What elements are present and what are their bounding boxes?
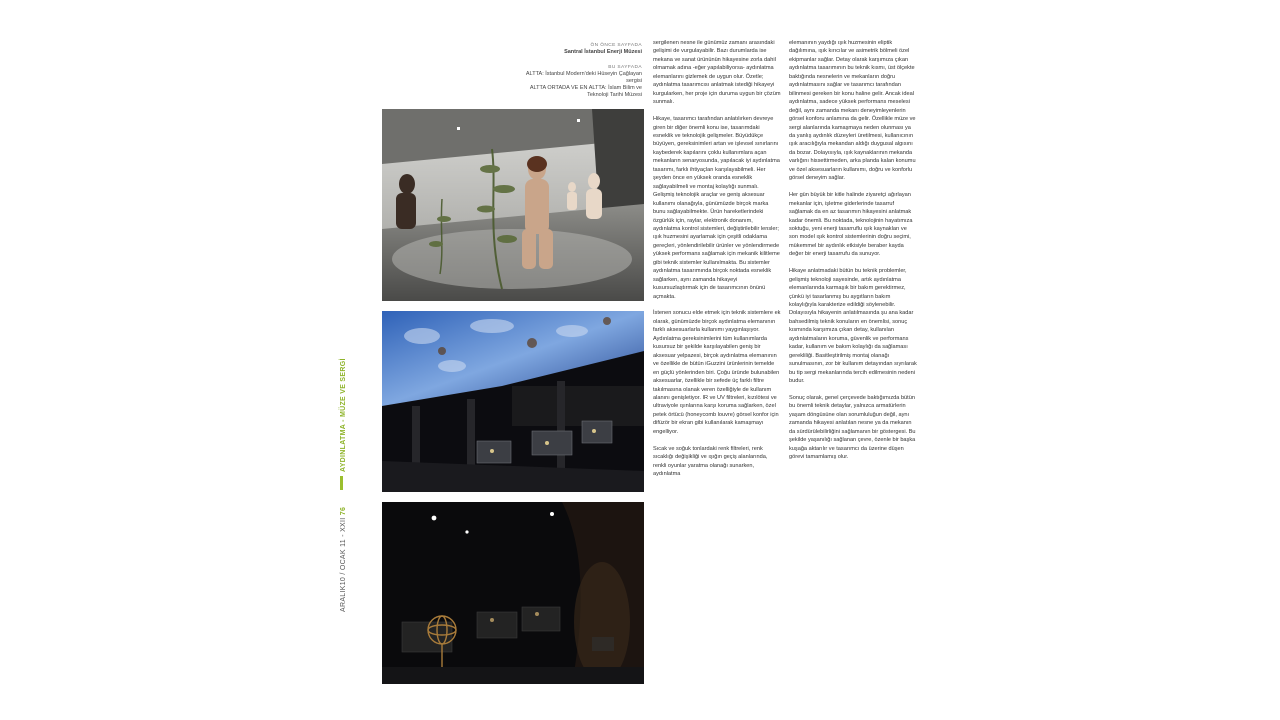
col2-paragraph-2: Her gün büyük bir kitle halinde ziyaretçi ağırlayan mekanlar için, işletme giderlerinde tasarruf sağlamak da en az tasarımın hikayesini anlatmak kadar önemli. Bu noktada, teknolojinin hayatımıza soktuğu, yeni enerji tasarruflu ışık kaynakları ve son model ışık kontrol sistemlerinin doğru seçimi, mükemmel bir aydınlık etkisiyle beraber kayda değer bir enerji tasarrufu da sunuyor.	[789, 192, 913, 258]
photo-captions	[482, 42, 642, 99]
section-label: AYDINLATMA - MÜZE VE SERGİ	[340, 358, 347, 472]
section-accent-bar	[340, 476, 343, 490]
col1-paragraph-1: sergilenen nesne ile günümüz zamanı arasındaki gelişimi de vurgulayabilir. Bazı durumlarda ise mekana ve sanat ürününün hikayesine zorla dahil olmamak adına -eğer yapılabiliyorsa- aydınlatma elemanlarını gizlemek de uygun olur. Özetle; aydınlatma tasarımcısı anlatmak istediği hikayeyi kurgularken, her proje için duruma uygun bir çözüm sunmalı.	[653, 40, 781, 106]
issue-footer	[340, 507, 347, 612]
col2-paragraph-4: Sonuç olarak, genel çerçevede baktığımızda bütün bu önemli teknik detaylar, yalnızca armatürlerin yaşam döngüsüne olan sorumluluğun değil, aynı zamanda hikayesi anlatılan nesne ya da mekanın da sürdürülebilirliğini sağlamanın bir göstergesi. Bu şekilde yaşanılığı sağlanan çevre, özenle bir başka kuşağa aktarılır ve tasarımcı da üzerine düşen görevi tamamlamış olur.	[789, 394, 916, 461]
article-column-2	[789, 39, 917, 470]
caption-line-4: Teknoloji Tarihi Müzesi	[587, 92, 642, 98]
article-column-1	[653, 39, 781, 487]
page-number: 76	[340, 506, 347, 516]
col1-paragraph-3: İstenen sonucu elde etmek için teknik sistemlere ek olarak, günümüzde birçok aydınlatma elemanının farklı aksesuarlarla kullanımı yaygınlaşıyor. Aydınlatma gereksinimlerini tüm kullanımlarda kusursuz bir şekilde karşılayabilen geniş bir aksesuar yelpazesi, birçok aydınlatma elemanının ve özellikle de bütün iGuzzini ürünlerinin temelde en güçlü yönlerinden biri. Çoğu üründe bulunabilen aksesuarlar, özellikle bir sefede üç farklı filtre takılmasına olanak veren özelliğiyle de kullanım alanını genişletiyor. IR ve UV filtreleri, kızılötesi ve ultraviyole ışınlarına karşı koruma sağlarken, özel petek örtücü (honeycomb louvre) görsel konfor için difüzör bir ekran gibi kullanılarak kamaşmayı engelliyor.	[653, 310, 781, 435]
col1-paragraph-2: Hikaye, tasarımcı tarafından anlatılırken devreye giren bir diğer önemli konu ise, tasarımdaki esneklik ve teknolojik gelişmeler. Büyüdükçe büyüyen, gereksinimleri artan ve işlevsel sınırlarını kaybederek kapılarını çoklu kullanımlara açan mekanların senaryosunda, yapılacak iyi aydınlatma tasarımı, farklı ihtiyaçları karşılayabilmeli. Her şeyden önce en yüksek oranda esneklik sağlayabilmeli ve montaj kolaylığı sunmalı. Gelişmiş teknolojik araçlar ve geniş aksesuar kullanımı olanağıyla, günümüzde birçok marka bunu sağlayabilmekte. Ürün hareketlerindeki özgürlük için, raylar, elektronik donanım, aydınlatma kontrol sistemleri, değiştirilebilir lensler; ışık huzmesini ayarlamak için çeşitli odaklama gereçleri, yönlendirilebilir ürünler ve yönlendirmede yüksek performans sağlamak için mekanik kilitleme gibi teknik sistemler kullanılmakta. Bu sistemler aydınlatma tasarımında birçok noktada esneklik sağlarken, aynı zamanda hikayeyi kusursuzlaştırmak için de tasarımcının önünü açmakta.	[653, 116, 780, 300]
caption-line-1: ALTTA: İstanbul Modern'deki Hüseyin Çağlayan	[525, 71, 642, 77]
photo-museum-ceiling-hall	[382, 311, 644, 492]
photo-dark-museum-armillary	[382, 502, 644, 684]
caption-prev-heading: ÖN ÖNCE SAYFADA	[590, 43, 642, 48]
photo-mannequin-exhibition	[382, 109, 644, 301]
col1-paragraph-4: Sıcak ve soğuk tonlardaki renk filtreleri, renk sıcaklığı değişikliği ve ışığın geçiş alanlarında, renkli oyunlar yaratma olanağı sunarken, aydınlatma	[653, 445, 768, 478]
caption-this-heading: BU SAYFADA	[608, 65, 642, 70]
caption-prev-text: Santral İstanbul Enerji Müzesi	[564, 49, 642, 55]
col2-paragraph-3: Hikaye anlatmadaki bütün bu teknik problemler, gelişmiş teknoloji sayesinde, artık aydınlatma elemanlarında karmaşık bir bakım gerektirmez, çünkü iyi tasarlanmış bu aygıtların bakım kolaylığıyla karakterize edildiği söylenebilir. Dolayısıyla hikayenin anlatılmasında şu ana kadar bahsedilmiş teknik konuların en önemlisi, sonuç kısmında karşımıza çıkan detay, kullanılan aydınlatmaların koruma, güvenlik ve performans kadar, kullanım ve bakım kolaylığı da sağlaması gerekliliği. Basitleştirilmiş montaj olanağı sunulmasının, zor bir kullanım detayından sıyrılarak bu tip sergi mekanlarında tercih edilmesinin nedeni budur.	[789, 268, 917, 385]
caption-line-3: ALTTA ORTADA VE EN ALTTA: İslam Bilim ve	[529, 85, 642, 91]
col2-paragraph-1: elemanının yaydığı ışık huzmesinin eliptik dağılımına, ışık kırıcılar ve asimetrik bölmeli özel ekipmanlar sağlar. Detay olarak karşımıza çıkan aydınlatma tasarımının bu teknik kısmı, üst ölçekte baktığında nesnelerin ve mekanların doğru aydınlatmasını sağlar ve tasarımcı tarafından bilinmesi gereken bir konu haline gelir. Ancak ideal aydınlatma, sadece yüksek performans meselesi değil, aynı zamanda mekanı deneyimleyenlerin görsel konforu anlamına da gelir. Özellikle müze ve sergi alanlarında kamaşmaya neden olunması ya da yanlış aydınlık düzeyleri üretilmesi, kullanıcının ışık aracılığıyla mekandan aldığı duygusal algısını da bozar. Dolayısıyla, ışık kaynaklarının mekanda varlığını hissettirmeden, arka planda kalan konumu ve özel aksesuarların kullanımı, doğru ve konforlu görsel deneyim sağlar.	[789, 40, 916, 182]
issue-label: ARALIK10 / OCAK 11 - XXII	[340, 517, 347, 612]
caption-line-2: sergisi	[626, 78, 642, 84]
